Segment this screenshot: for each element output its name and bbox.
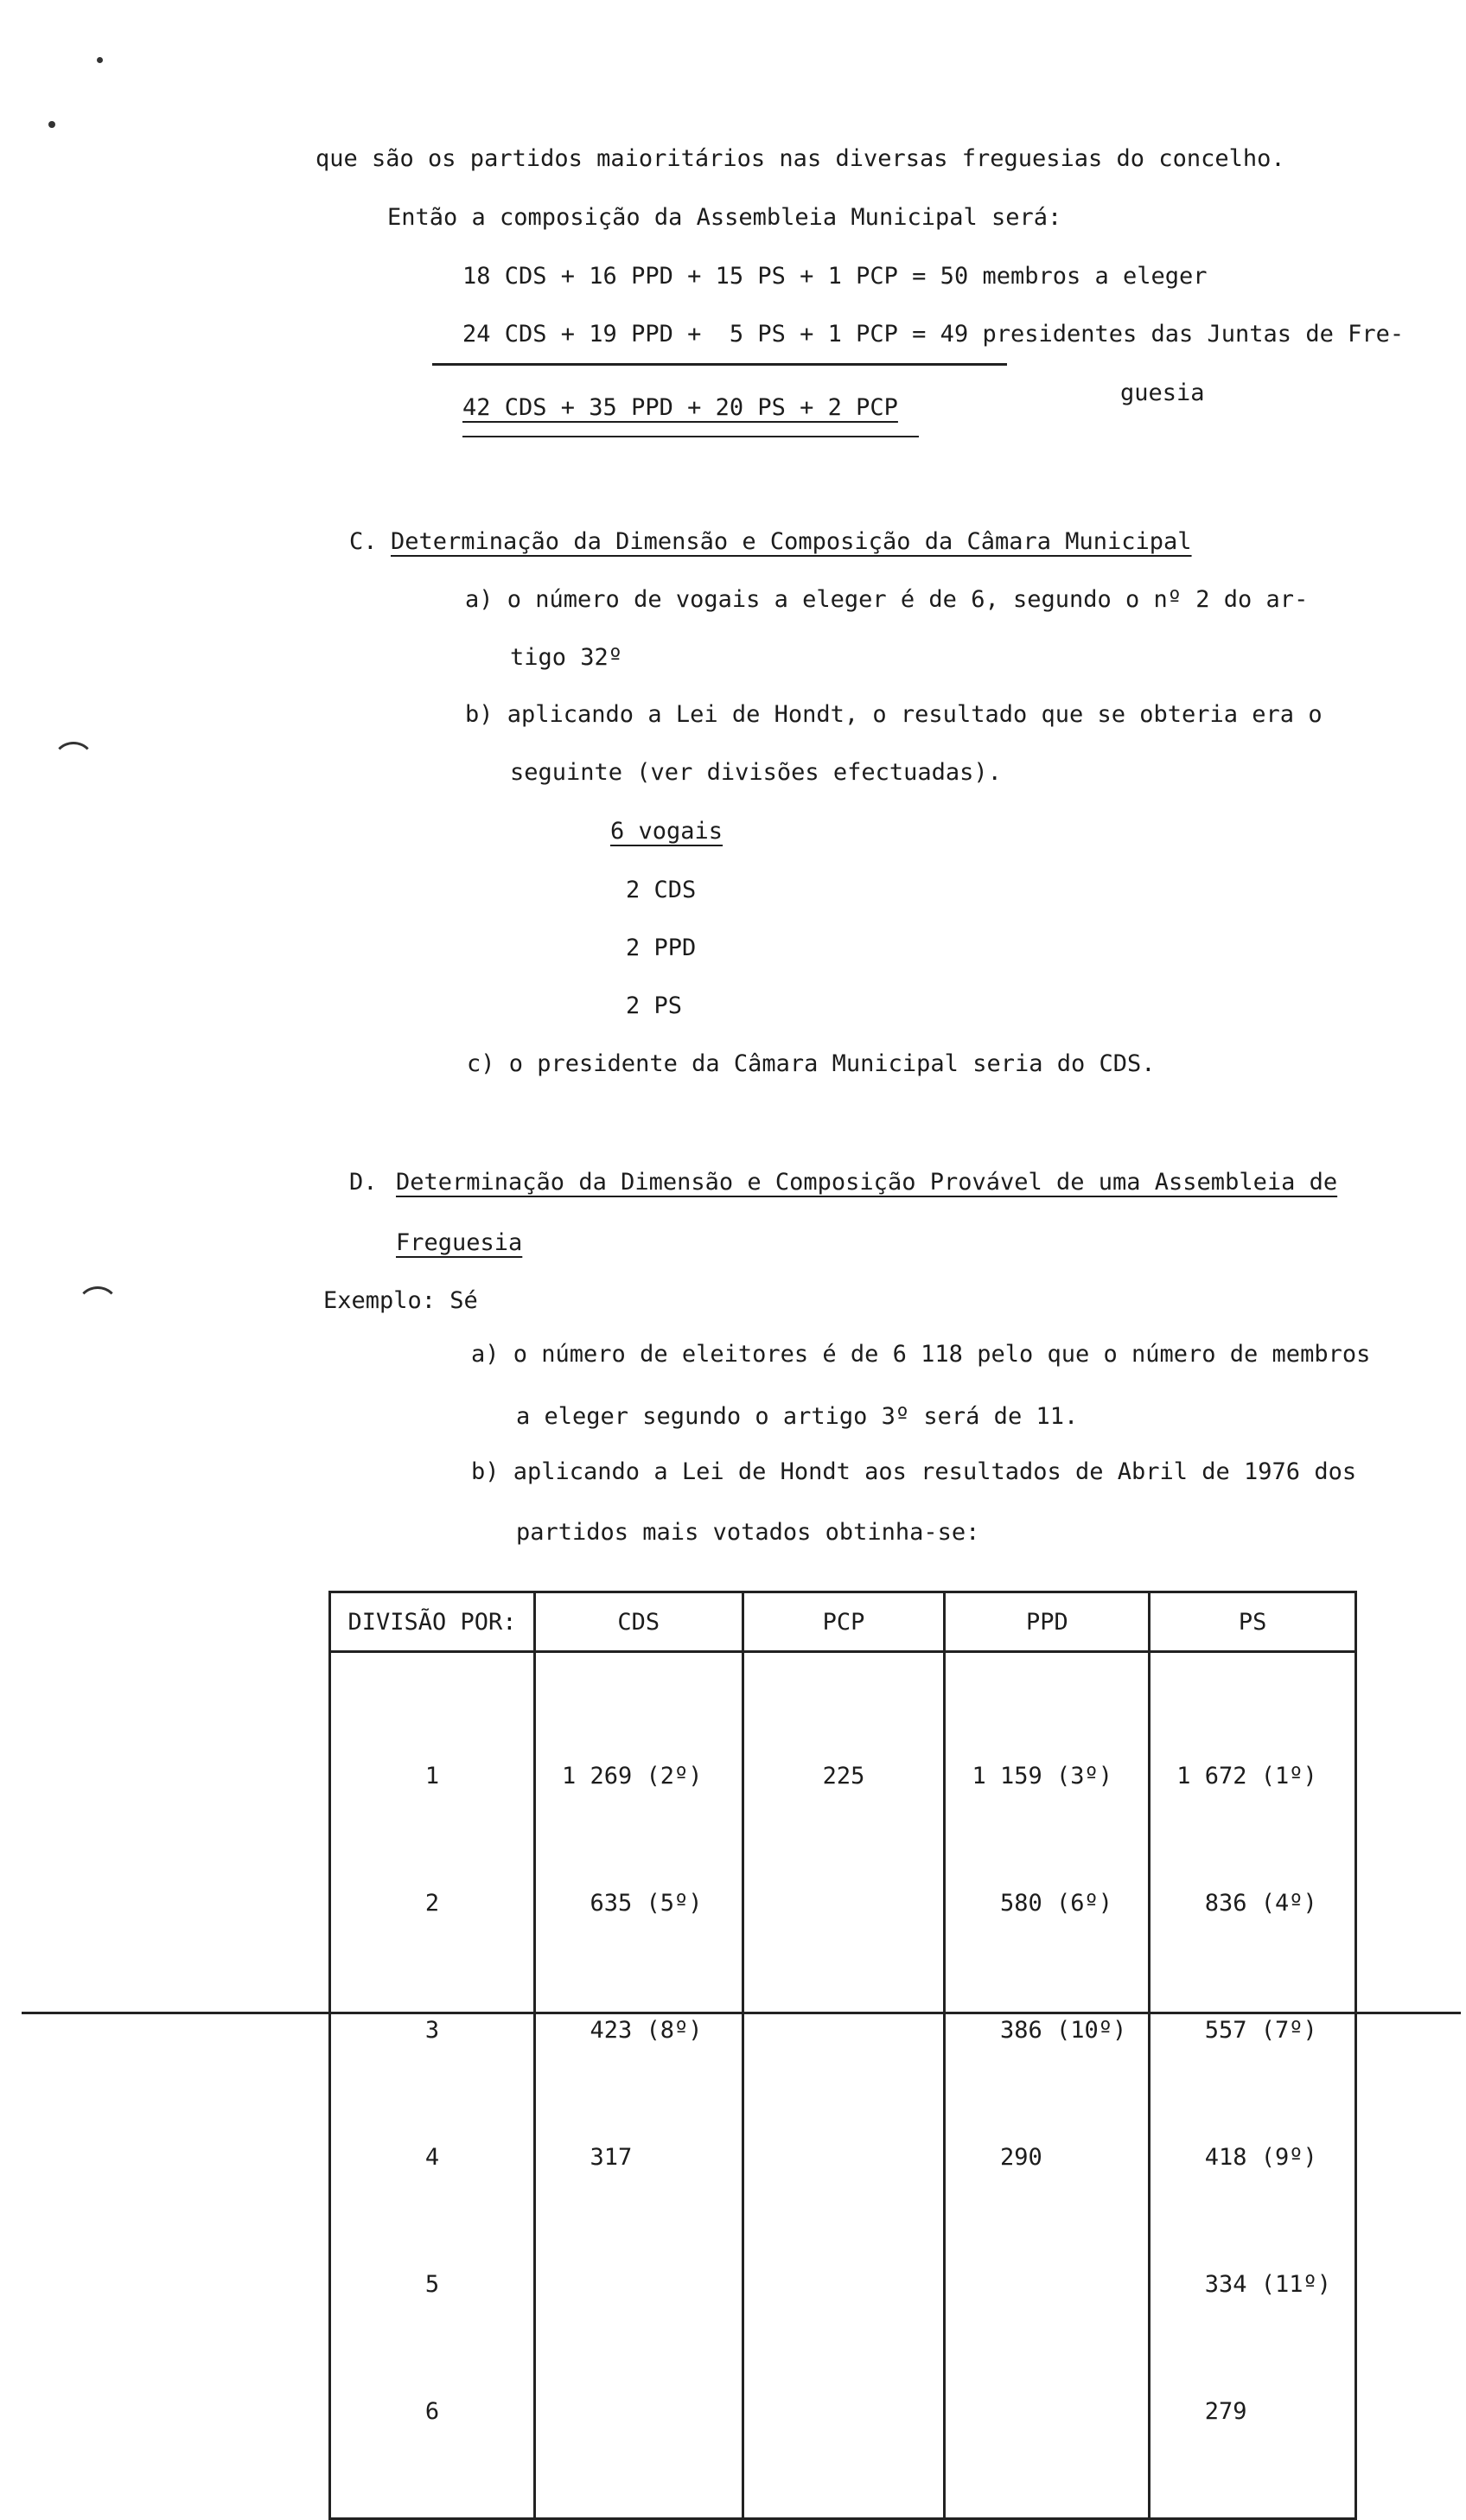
intro-line: que são os partidos maioritários nas diversas freguesias do concelho. (316, 145, 1285, 172)
ppd-quotient: 580 (6º) (972, 1890, 1113, 1917)
section-c-item-a-line2: tigo 32º (510, 644, 623, 671)
cds-quotient: 423 (8º) (561, 2017, 703, 2044)
ps-quotient: 279 (1176, 2398, 1247, 2425)
section-d-item-b-line2: partidos mais votados obtinha-se: (516, 1519, 980, 1546)
ppd-quotient: 290 (972, 2144, 1042, 2171)
ppd-column (945, 1652, 1150, 2519)
section-c-item-b-line1: b) aplicando a Lei de Hondt, o resultado que se obteria era o (465, 701, 1323, 728)
section-c-item-b-line2: seguinte (ver divisões efectuadas). (510, 759, 1002, 786)
section-d-item-a-line1: a) o número de eleitores é de 6 118 pelo que o número de membros (471, 1341, 1371, 1368)
vogais-item: 2 CDS (626, 877, 697, 903)
column-header-ps: PS (1150, 1592, 1356, 1652)
punch-hole-mark (52, 742, 95, 785)
ppd-quotient: 1 159 (3º) (972, 1763, 1113, 1790)
section-d-title-line1: Determinação da Dimensão e Composição Provável de uma Assembleia de (396, 1169, 1338, 1196)
ps-quotient: 836 (4º) (1176, 1890, 1317, 1917)
divisor-column (330, 1652, 535, 2519)
equation-line-1: 18 CDS + 16 PPD + 15 PS + 1 PCP = 50 membros a eleger (462, 263, 1208, 290)
vogais-item: 2 PS (626, 992, 683, 1019)
section-d-item-b-line1: b) aplicando a Lei de Hondt aos resultados de Abril de 1976 dos (471, 1458, 1357, 1485)
cds-quotient: 635 (5º) (561, 1890, 703, 1917)
divisor-cell: 5 (424, 2271, 440, 2298)
vogais-title: 6 vogais (610, 818, 723, 845)
column-header-divisor: DIVISÃO POR: (330, 1592, 535, 1652)
assembly-intro: Então a composição da Assembleia Municipal será: (387, 204, 1062, 231)
ps-quotient: 557 (7º) (1176, 2017, 1317, 2044)
section-c-letter: C. (349, 528, 378, 555)
total-double-underline (462, 436, 919, 437)
table-header-row (330, 1592, 1356, 1652)
table-body-row (330, 1652, 1356, 2519)
punch-hole-mark (76, 1286, 119, 1330)
vogais-item: 2 PPD (626, 935, 697, 961)
ps-quotient: 334 (11º) (1176, 2271, 1332, 2298)
divisor-cell: 1 (424, 1763, 440, 1790)
divisor-cell: 4 (424, 2144, 440, 2171)
divisor-cell: 2 (424, 1890, 440, 1917)
equation-line-2: 24 CDS + 19 PPD + 5 PS + 1 PCP = 49 presidentes das Juntas de Fre- (462, 321, 1405, 348)
section-c-title: Determinação da Dimensão e Composição da Câmara Municipal (391, 528, 1192, 555)
cds-column (534, 1652, 743, 2519)
section-d-title-line2: Freguesia (396, 1229, 523, 1256)
section-d-letter: D. (349, 1169, 378, 1196)
equation-total: 42 CDS + 35 PPD + 20 PS + 2 PCP (462, 394, 898, 421)
sum-rule (432, 363, 1007, 366)
pcp-column (743, 1652, 945, 2519)
column-header-pcp: PCP (743, 1592, 945, 1652)
cds-quotient: 1 269 (2º) (561, 1763, 703, 1790)
column-header-ppd: PPD (945, 1592, 1150, 1652)
page-bottom-rule (22, 2012, 1461, 2014)
hondt-results-table (328, 1591, 1357, 2520)
section-c-item-c: c) o presidente da Câmara Municipal seria do CDS. (467, 1050, 1156, 1077)
divisor-cell: 3 (424, 2017, 440, 2044)
divisor-cell: 6 (424, 2398, 440, 2425)
cds-quotient: 317 (561, 2144, 633, 2171)
example-label: Exemplo: Sé (323, 1287, 478, 1314)
ps-quotient: 1 672 (1º) (1176, 1763, 1317, 1790)
section-d-item-a-line2: a eleger segundo o artigo 3º será de 11. (516, 1403, 1079, 1430)
column-header-cds: CDS (534, 1592, 743, 1652)
scan-speck (97, 57, 103, 63)
ps-column (1150, 1652, 1356, 2519)
section-c-item-a-line1: a) o número de vogais a eleger é de 6, segundo o nº 2 do ar- (465, 586, 1309, 613)
ppd-quotient: 386 (10º) (972, 2017, 1127, 2044)
scan-speck (48, 121, 55, 128)
pcp-quotient: 225 (822, 1763, 865, 1790)
ps-quotient: 418 (9º) (1176, 2144, 1317, 2171)
equation-line-2-continuation: guesia (1120, 380, 1205, 406)
